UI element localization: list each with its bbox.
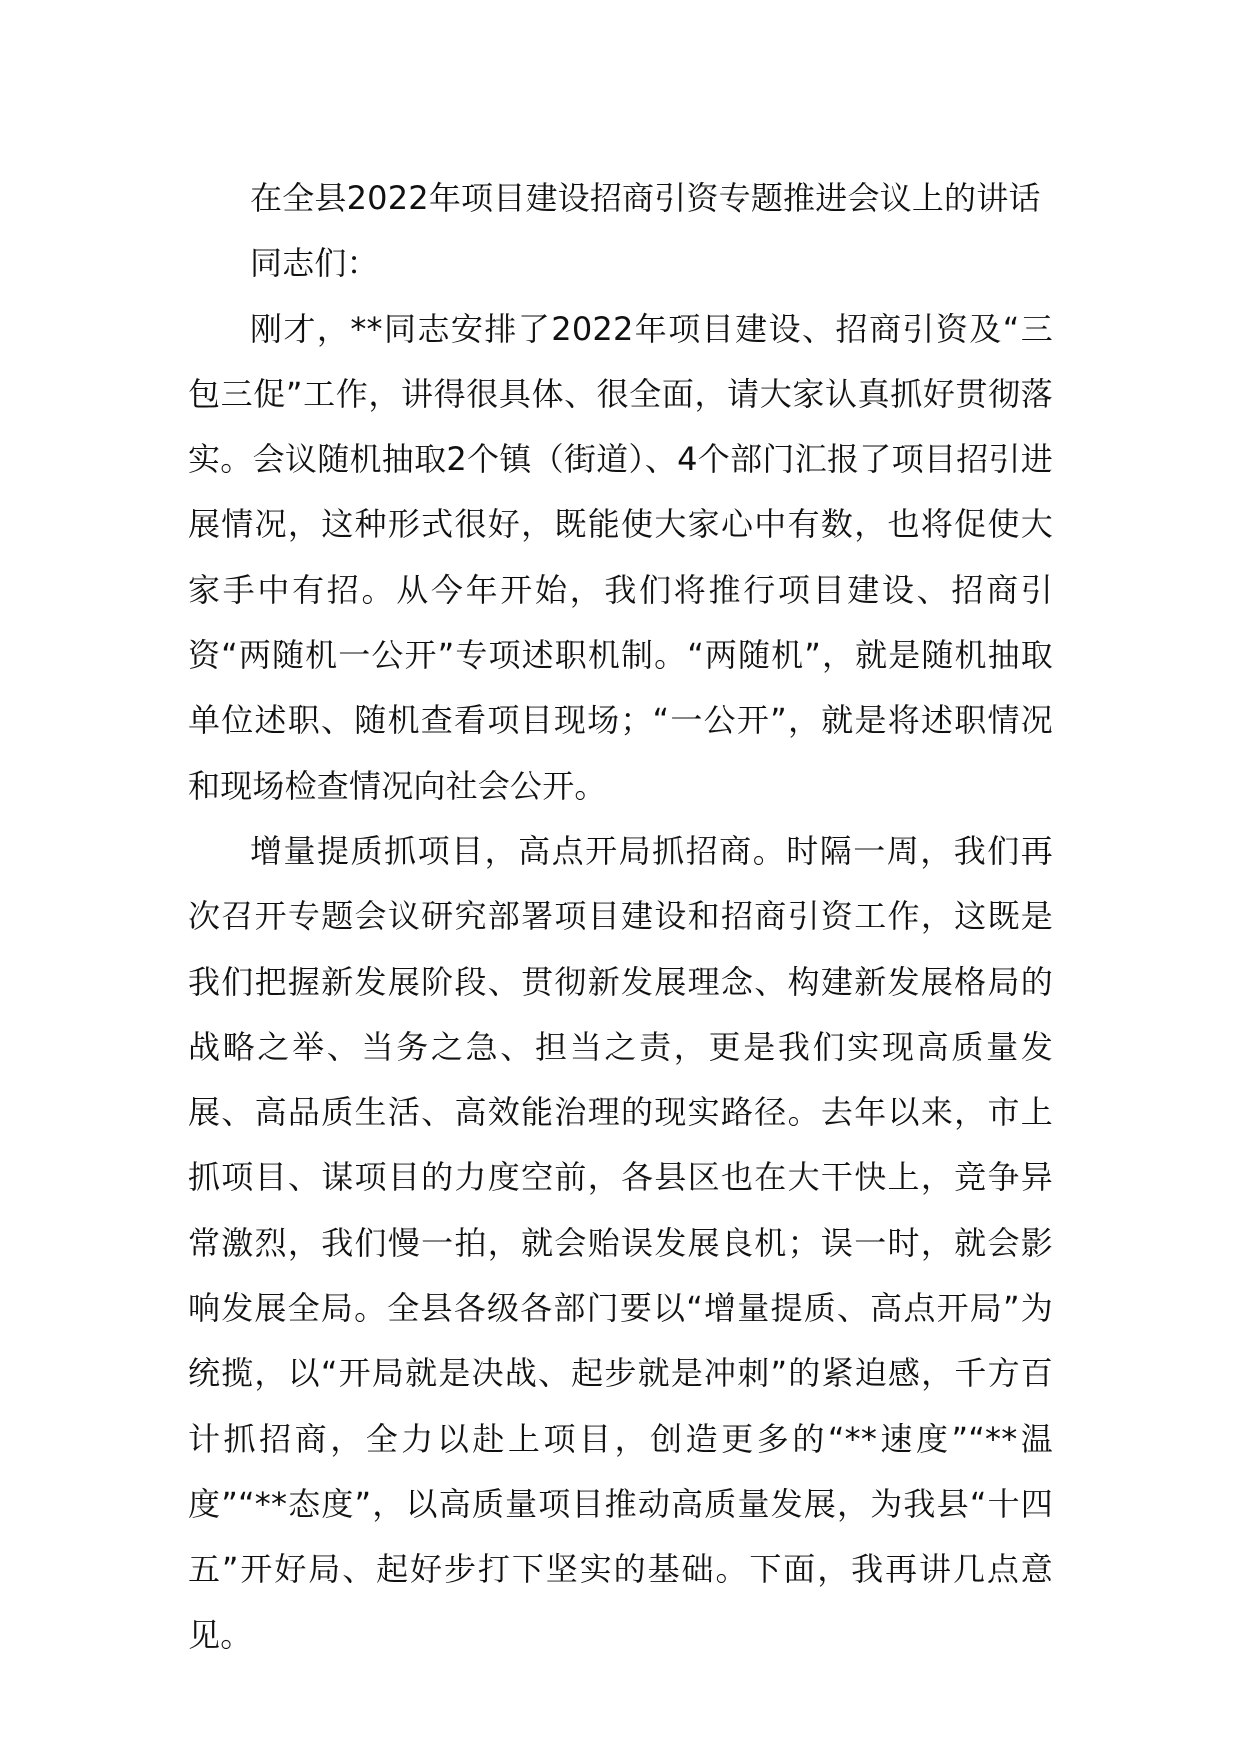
salutation: 同志们：: [250, 244, 379, 283]
paragraph-opening: 刚才，**同志安排了2022年项目建设、招商引资及“三包三促”工作，讲得很具体、很全面，请大家认真抓好贯彻落实。会议随机抽取2个镇（街道）、4个部门汇报了项目招引进展情况，这种形式很好，既能使大家心中有数，也将促使大家手中有招。从今年开始，我们将推行项目建设、招商引资“两随机一公开”专项述职机制。“两随机”，就是随机抽取单位述职、随机查看项目现场；“一公开”，就是将述职情况和现场检查情况向社会公开。: [188, 309, 1053, 805]
paragraph-main: 增量提质抓项目，高点开局抓招商。时隔一周，我们再次召开专题会议研究部署项目建设和招商引资工作，这既是我们把握新发展阶段、贯彻新发展理念、构建新发展格局的战略之举、当务之急、担当之责，更是我们实现高质量发展、高品质生活、高效能治理的现实路径。去年以来，市上抓项目、谋项目的力度空前，各县区也在大干快上，竞争异常激烈，我们慢一拍，就会贻误发展良机；误一时，就会影响发展全局。全县各级各部门要以“增量提质、高点开局”为统揽，以“开局就是决战、起步就是冲刺”的紧迫感，千方百计抓招商，全力以赴上项目，创造更多的“**速度”“**温度”“**态度”，以高质量项目推动高质量发展，为我县“十四五”开好局、起好步打下坚实的基础。下面，我再讲几点意见。: [188, 831, 1053, 1654]
speech-title: 在全县2022年项目建设招商引资专题推进会议上的讲话: [250, 179, 1041, 217]
document-body: [188, 166, 1053, 1668]
